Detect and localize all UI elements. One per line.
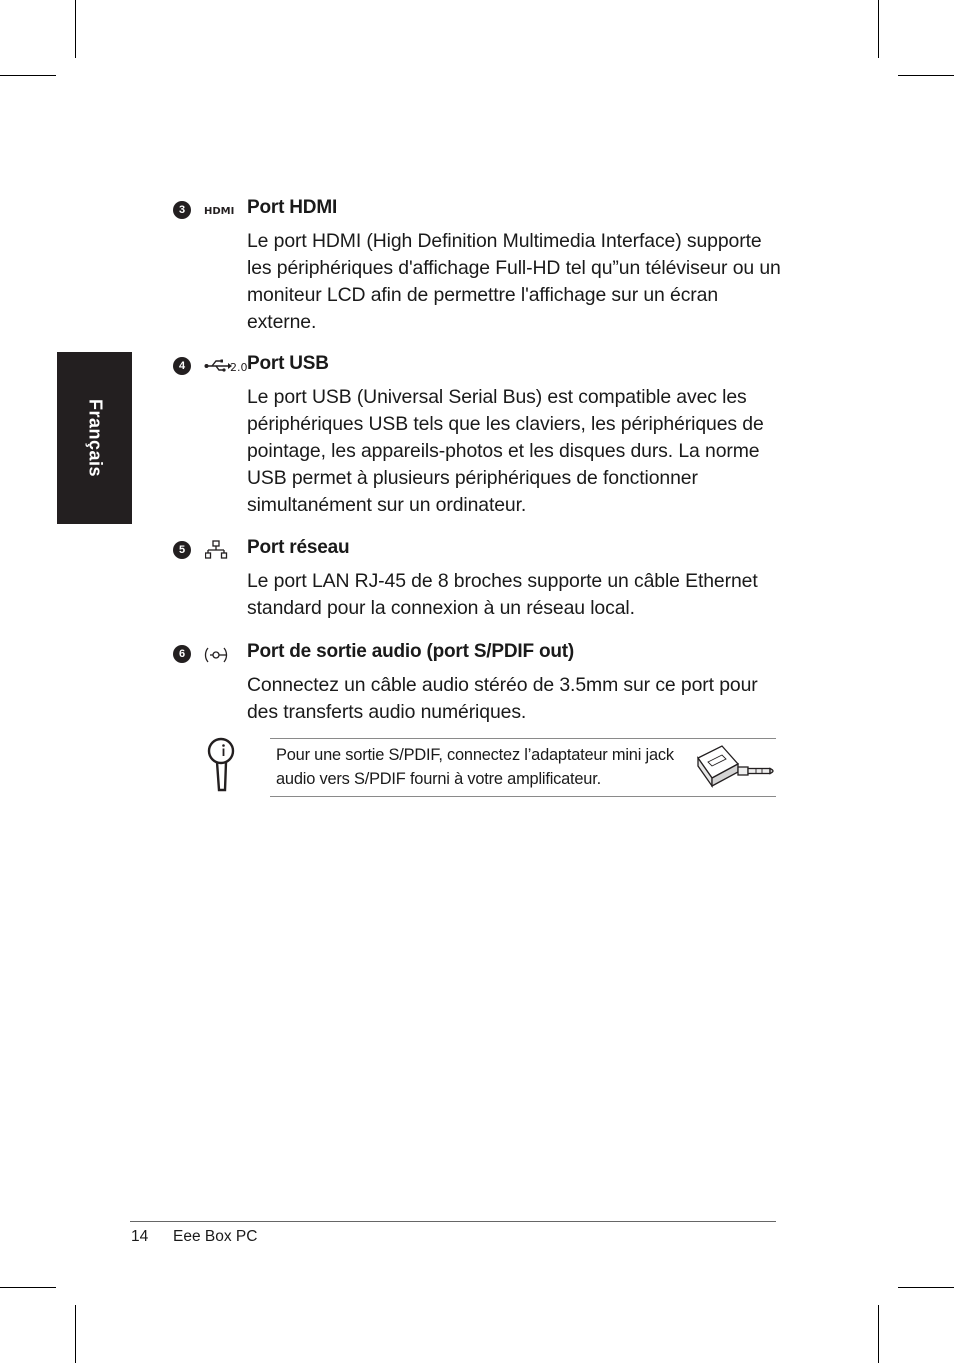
section-description: Le port HDMI (High Definition Multimedia Interface) supporte les périphériques d'affichage Full-HD tel qu”un téléviseur ou un moniteur LCD afin de permettre l'affichage sur un écran externe. xyxy=(247,230,781,333)
section-description: Le port USB (Universal Serial Bus) est compatible avec les périphériques USB tels que les claviers, les périphériques de pointage, les appareils-photos et les disques durs. La norme USB permet à plusieurs périphériques de fonctionner simultanément sur un ordinateur. xyxy=(247,386,764,516)
page-number: 14 xyxy=(131,1228,149,1245)
usb-icon xyxy=(204,356,248,376)
section-description: Le port LAN RJ-45 de 8 broches supporte un câble Ethernet standard pour la connexion à un réseau local. xyxy=(247,570,758,619)
crop-mark xyxy=(878,1305,879,1363)
language-side-tab xyxy=(57,352,132,524)
crop-mark xyxy=(898,1287,954,1288)
section-title: Port HDMI xyxy=(247,197,338,218)
note-magnifier-icon xyxy=(205,736,237,794)
item-number-badge: 3 xyxy=(173,201,191,219)
crop-mark xyxy=(75,1305,76,1363)
svg-text:2.0: 2.0 xyxy=(230,361,248,374)
crop-mark xyxy=(75,0,76,58)
section-title: Port réseau xyxy=(247,537,350,558)
svg-text:HDMI: HDMI xyxy=(204,206,235,217)
section-title: Port USB xyxy=(247,353,329,374)
item-number-badge: 6 xyxy=(173,645,191,663)
footer-rule xyxy=(130,1221,776,1222)
note-text: Pour une sortie S/PDIF, connectez l’adaptateur mini jack audio vers S/PDIF fourni à votre amplificateur. xyxy=(276,746,674,788)
item-number-badge: 4 xyxy=(173,357,191,375)
crop-mark xyxy=(898,75,954,76)
item-number-badge: 5 xyxy=(173,541,191,559)
hdmi-icon xyxy=(204,200,238,220)
section-description: Connectez un câble audio stéréo de 3.5mm sur ce port pour des transferts audio numériques. xyxy=(247,674,758,723)
section-title: Port de sortie audio (port S/PDIF out) xyxy=(247,641,575,662)
spdif-audio-icon xyxy=(204,644,230,666)
crop-mark xyxy=(0,75,56,76)
crop-mark xyxy=(878,0,879,58)
note-top-rule xyxy=(270,738,776,739)
language-label: Français xyxy=(85,398,105,478)
crop-mark xyxy=(0,1287,56,1288)
footer-product-name: Eee Box PC xyxy=(173,1228,258,1245)
note-bottom-rule xyxy=(270,796,776,797)
network-icon xyxy=(205,540,229,560)
spdif-adapter-illustration xyxy=(694,740,778,796)
